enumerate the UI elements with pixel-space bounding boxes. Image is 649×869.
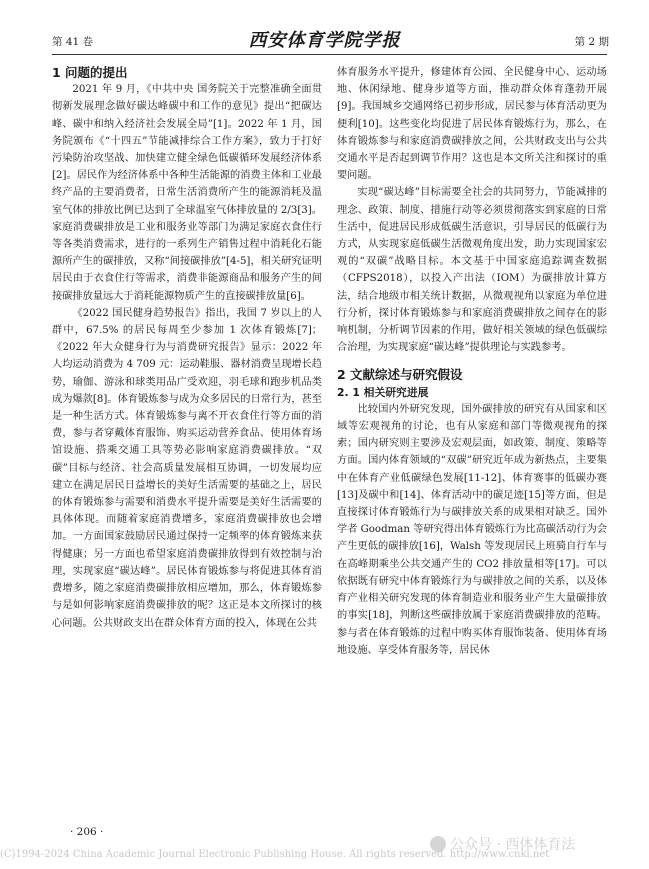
section-2-1-heading: 2. 1 相关研究进展 (337, 385, 429, 399)
watermark-text: 公众号 · 西体体育法 (450, 837, 576, 853)
journal-title: 西安体育学院学报 (248, 30, 401, 51)
right-column (337, 64, 607, 659)
copyright-footer: (C)1994-2024 China Academic Journal Electronic Publishing House. All rights reserved. http://www.cnki.net (0, 849, 550, 860)
paragraph: 比较国内外研究发现，国外碳排放的研究有从国家和区域等宏观视角的讨论，也有从家庭和部门等微观视角的探索；国内研究则主要涉及宏观层面，如政策、制度、策略等方面。国内体育领域的“双碳”研究近年成为新热点，主要集中在体育产业低碳绿色发展[11-12]、体育赛事的低碳办赛[13]及碳中和[14]、体育活动中的碳足迹[15]等方面，但是直接探讨体育锻炼行为与碳排放关系的成果相对缺乏。国外学者 Goodman 等研究得出体育锻炼行为比高碳活动行为会产生更低的碳排放[16]，Walsh 等发现居民上班骑自行车与在高峰期乘坐公共交通产生的 CO2 排放量相等[17]。可以依据既有研究中体育锻炼行为与碳排放之间的关系，以及体育产业相关研究发现的体育制造业和服务业产生大量碳排放的事实[18]，判断这些碳排放属于家庭消费碳排放的范畴。参与者在体育锻炼的过程中购买体育服饰装备、使用体育场地设施、享受体育服务等，居民休 (337, 403, 607, 656)
paragraph: 体育服务水平提升，修建体育公园、全民健身中心、运动场地、休闲绿地、健身步道等方面，推动群众体育蓬勃开展[9]。我国城乡交通网络已初步形成，居民参与体育活动更为便利[10]。这些变化均促进了居民体育锻炼行为，那么，在体育锻炼参与和家庭消费碳排放之间，公共财政支出与公共交通水平是否起到调节作用？这也是本文所关注和探讨的重要问题。 (337, 67, 607, 182)
paragraph: 《2022 国民健身趋势报告》指出，我国 7 岁以上的人群中，67.5% 的居民每周至少参加 1 次体育锻炼[7]；《2022 年大众健身行为与消费研究报告》显示：2022 年人均运动消费为 4 709 元：运动鞋服、器材消费呈现增长趋势，瑜伽、游泳和球类用品广受欢迎，羽毛球和跑步机品类成为爆款[8]。体育锻炼参与成为众多居民的日常行为，甚至是一种生活方式。体育锻炼参与离不开衣食住行等方面的消费，参与者穿戴体育服饰、购买运动营养食品、使用体育场馆设施、搭乘交通工具等势必影响家庭消费碳排放。“双碳”目标与经济、社会高质量发展相互协调，一切发展均应建立在满足居民日益增长的美好生活需要的基础之上，居民的体育锻炼参与需要和消费水平提升需要是美好生活需要的具体体现。而随着家庭消费增多，家庭消费碳排放也会增加。一方面国家鼓励居民通过保持一定频率的体育锻炼来获得健康；另一方面也希望家庭消费碳排放得到有效控制与治理，实现家庭“碳达峰”。居民体育锻炼参与将促进其体育消费增多，随之家庭消费碳排放相应增加，那么，体育锻炼参与是如何影响家庭消费碳排放的呢？这正是本文所探讨的核心问题。公共财政支出在群众体育方面的投入，体现在公共 (52, 307, 322, 629)
section-2-heading: 2 文献综述与研究假设 (337, 367, 463, 383)
left-column (52, 64, 322, 632)
volume-label: 第 41 卷 (52, 36, 94, 48)
page-number: · 206 · (70, 826, 104, 838)
paragraph: 2021 年 9 月，《中共中央 国务院关于完整准确全面贯彻新发展理念做好碳达峰碳中和工作的意见》提出“把碳达峰、碳中和纳入经济社会发展全局”[1]。2022 年 1 月，国务院颁布《“十四五”节能减排综合工作方案》，致力于打好污染防治攻坚战、加快建立健全绿色低碳循环发展经济体系[2]。居民作为经济体系中各种生活能源的消费主体和工业最终产品的主要消费者，日常生活消费所产生的能源消耗及温室气体的排放比例已达到了全球温室气体排放量的 2/3[3]。家庭消费碳排放是工业和服务业等部门为满足家庭衣食住行等各类消费需求，进行的一系列生产销售过程中消耗化石能源所产生的碳排放，又称“间接碳排放”[4-5]，相关研究证明居民由于衣食住行等需求，消费非能源商品和服务产生的间接碳排放量远大于消耗能源物质产生的直接碳排放量[6]。 (52, 84, 322, 302)
header-rule (52, 54, 607, 55)
issue-label: 第 2 期 (574, 36, 609, 48)
section-1-heading: 1 问题的提出 (52, 65, 128, 80)
paragraph: 实现“碳达峰”目标需要全社会的共同努力，节能减排的理念、政策、制度、措施行动等必须贯彻落实到家庭的日常生活中，促进居民形成低碳生活意识，引导居民的低碳行为方式，从实现家庭低碳生活微观角度出发，助力实现国家宏观的“双碳”战略目标。本文基于中国家庭追踪调查数据（CFPS2018），以投入产出法（IOM）为碳排放计算方法，结合地级市相关统计数据，从微观视角以家庭为单位进行分析，探讨体育锻炼参与和家庭消费碳排放之间存在的影响机制，分析调节因素的作用，做好相关领域的绿色低碳综合治理，为实现家庭“碳达峰”提供理论与实践参考。 (337, 187, 607, 354)
